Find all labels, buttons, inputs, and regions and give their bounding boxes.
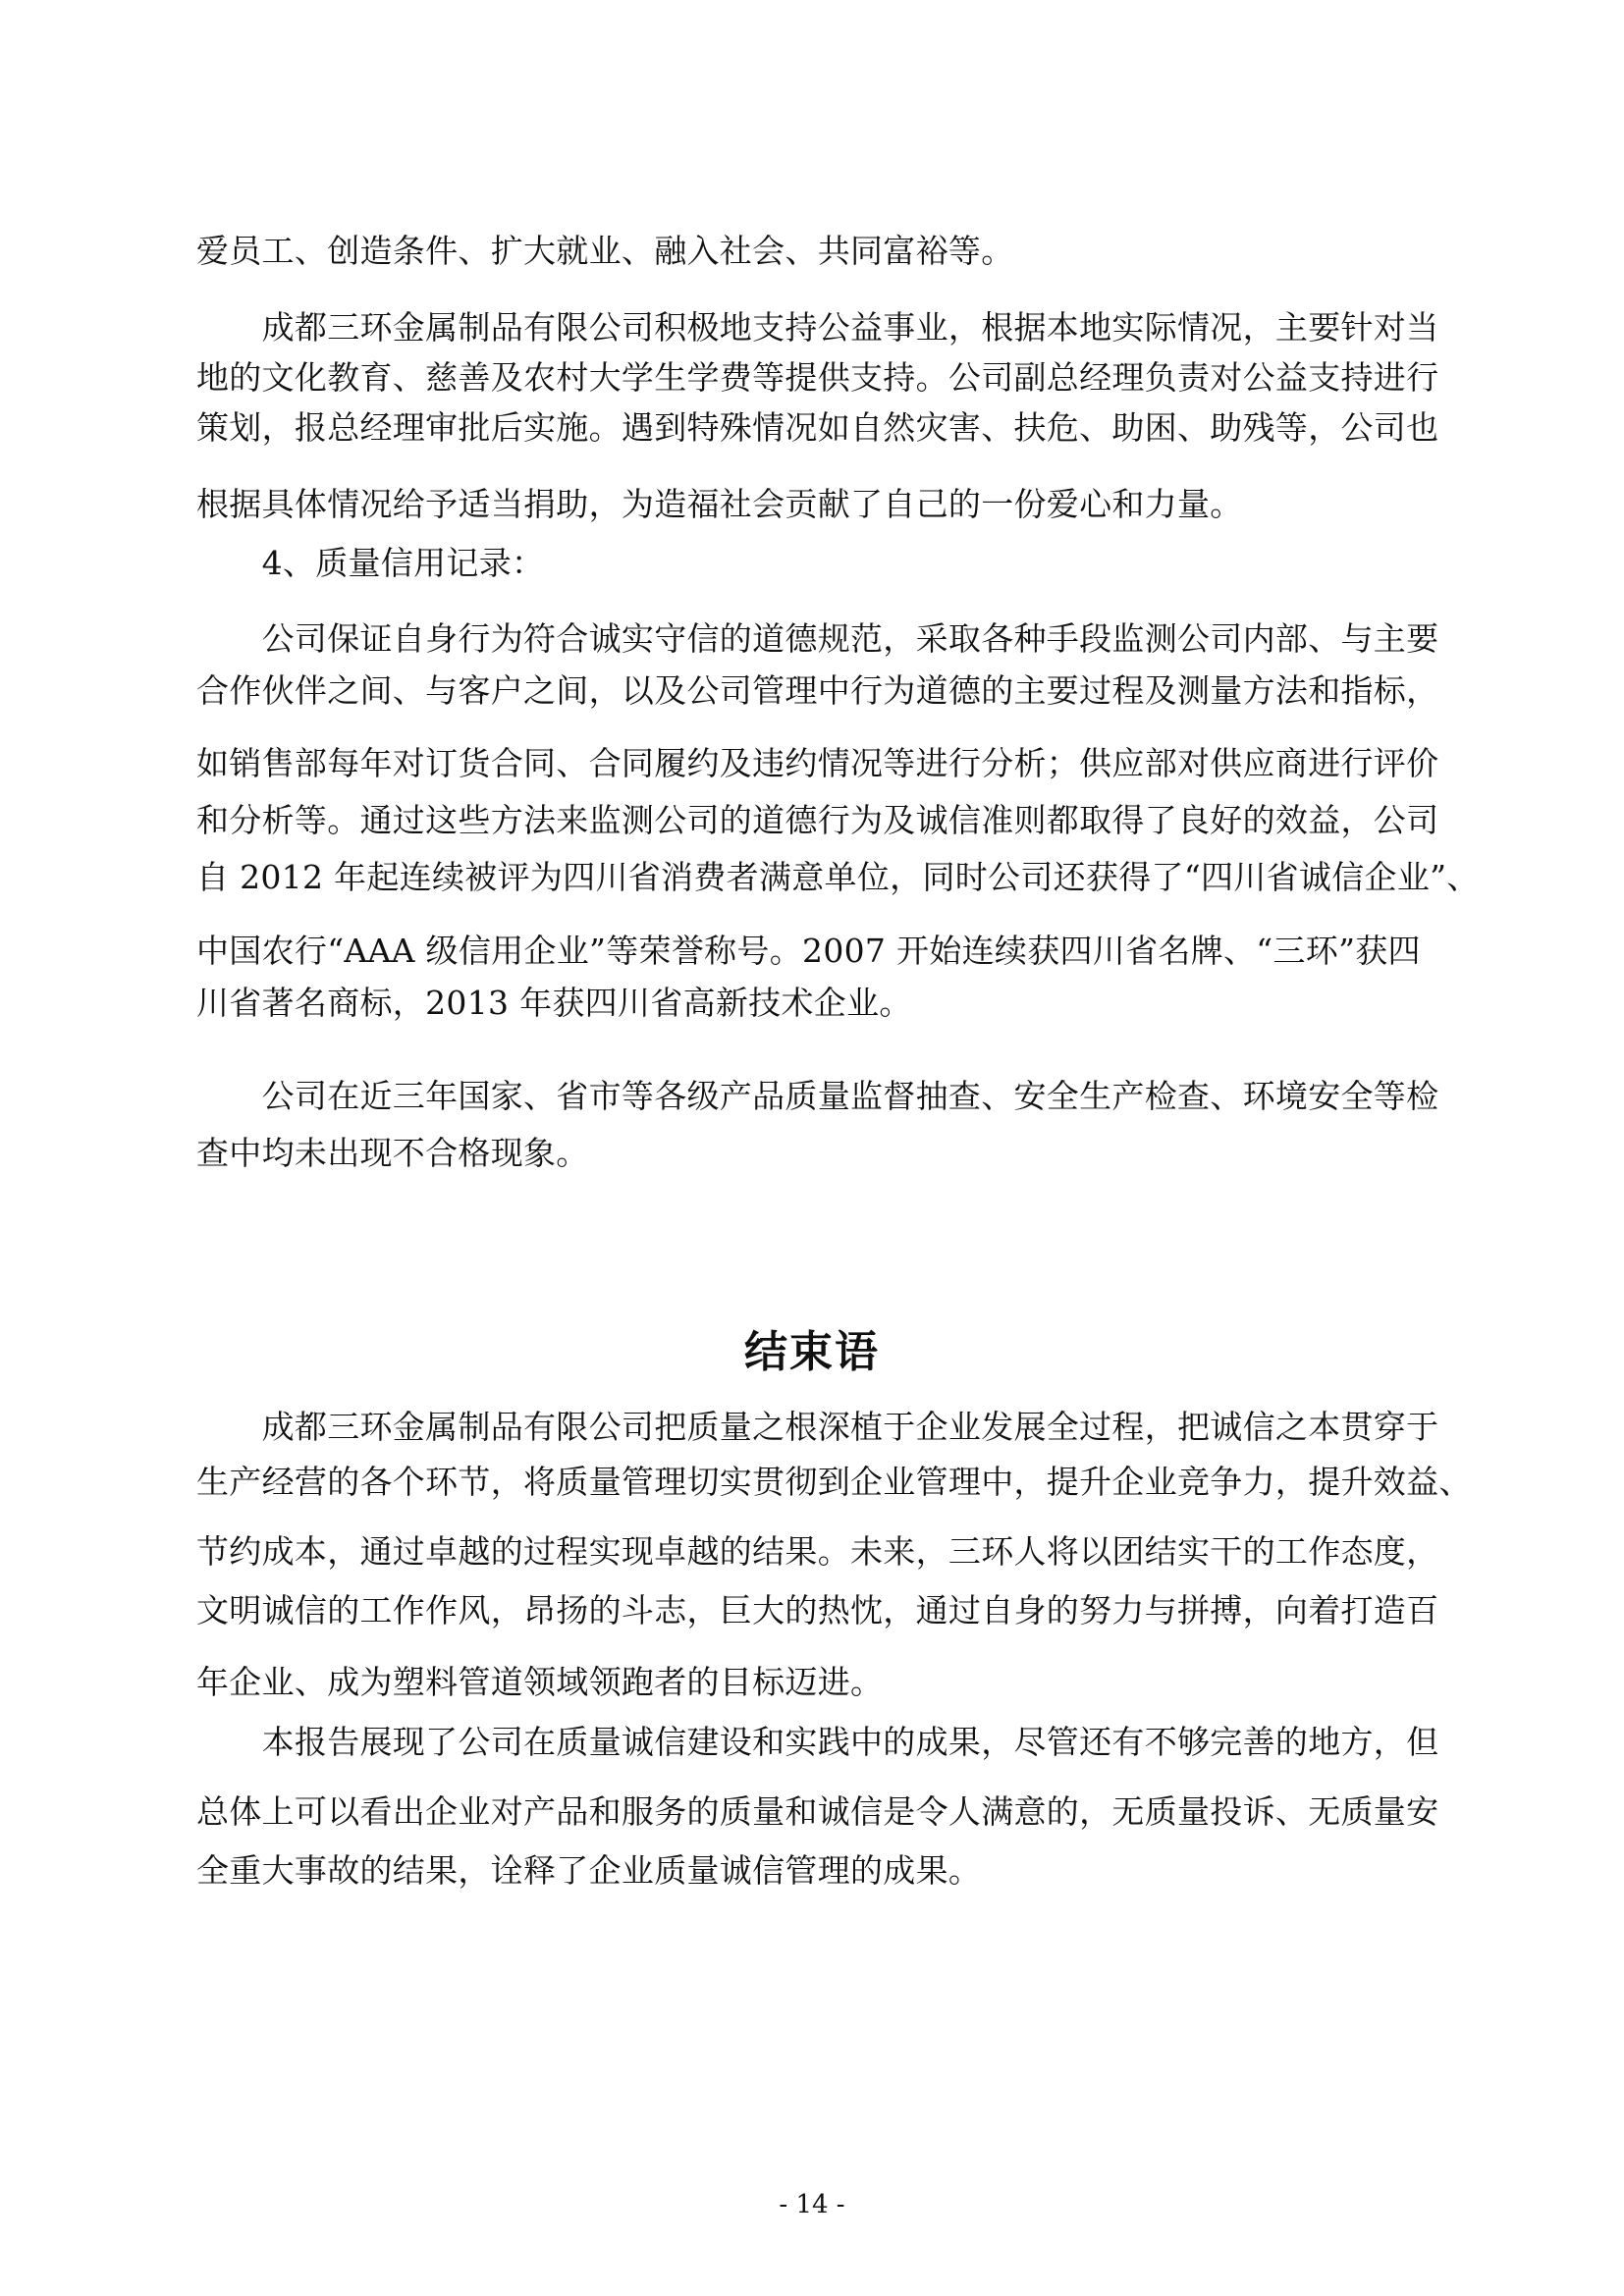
text-line: 全重大事故的结果，诠释了企业质量诚信管理的成果。 [196,1851,982,1890]
text-line: 文明诚信的工作作风，昂扬的斗志，巨大的热忱，通过自身的努力与拼搏，向着打造百 [196,1591,1439,1629]
text-line: 策划，报总经理审批后实施。遇到特殊情况如自然灾害、扶危、助困、助残等，公司也 [196,408,1439,447]
text-line: 川省著名商标，2013 年获四川省高新技术企业。 [196,984,912,1022]
text-line: 中国农行“AAA 级信用企业”等荣誉称号。2007 开始连续获四川省名牌、“三环”获四 [196,932,1421,970]
text-line: 4、质量信用记录： [196,544,545,582]
text-line: 节约成本，通过卓越的过程实现卓越的结果。未来，三环人将以团结实干的工作态度， [196,1532,1439,1571]
text-line: 查中均未出现不合格现象。 [196,1134,589,1172]
text-line: 成都三环金属制品有限公司把质量之根深植于企业发展全过程，把诚信之本贯穿于 [196,1408,1439,1446]
text-line: 自 2012 年起连续被评为四川省消费者满意单位，同时公司还获得了“四川省诚信企业”、 [196,858,1480,896]
text-line: 爱员工、创造条件、扩大就业、融入社会、共同富裕等。 [196,232,1014,270]
text-line: 根据具体情况给予适当捐助，为造福社会贡献了自己的一份爱心和力量。 [196,485,1243,523]
text-line: 生产经营的各个环节，将质量管理切实贯彻到企业管理中，提升企业竞争力，提升效益、 [196,1463,1472,1501]
text-line: 地的文化教育、慈善及农村大学生学费等提供支持。公司副总经理负责对公益支持进行 [196,358,1439,397]
text-line: 总体上可以看出企业对产品和服务的质量和诚信是令人满意的，无质量投诉、无质量安 [196,1792,1439,1831]
text-line: 公司保证自身行为符合诚实守信的道德规范，采取各种手段监测公司内部、与主要 [196,619,1439,658]
text-line: 如销售部每年对订货合同、合同履约及违约情况等进行分析；供应部对供应商进行评价 [196,744,1439,782]
text-line: 合作伙伴之间、与客户之间，以及公司管理中行为道德的主要过程及测量方法和指标， [196,671,1439,710]
page-number: - 14 - [779,2190,845,2219]
section-heading: 结束语 [744,1327,880,1377]
text-line: 公司在近三年国家、省市等各级产品质量监督抽查、安全生产检查、环境安全等检 [196,1077,1439,1115]
text-line: 成都三环金属制品有限公司积极地支持公益事业，根据本地实际情况，主要针对当 [196,308,1439,347]
text-line: 本报告展现了公司在质量诚信建设和实践中的成果，尽管还有不够完善的地方，但 [196,1723,1439,1761]
text-line: 和分析等。通过这些方法来监测公司的道德行为及诚信准则都取得了良好的效益，公司 [196,801,1439,839]
text-line: 年企业、成为塑料管道领域领跑者的目标迈进。 [196,1663,884,1701]
